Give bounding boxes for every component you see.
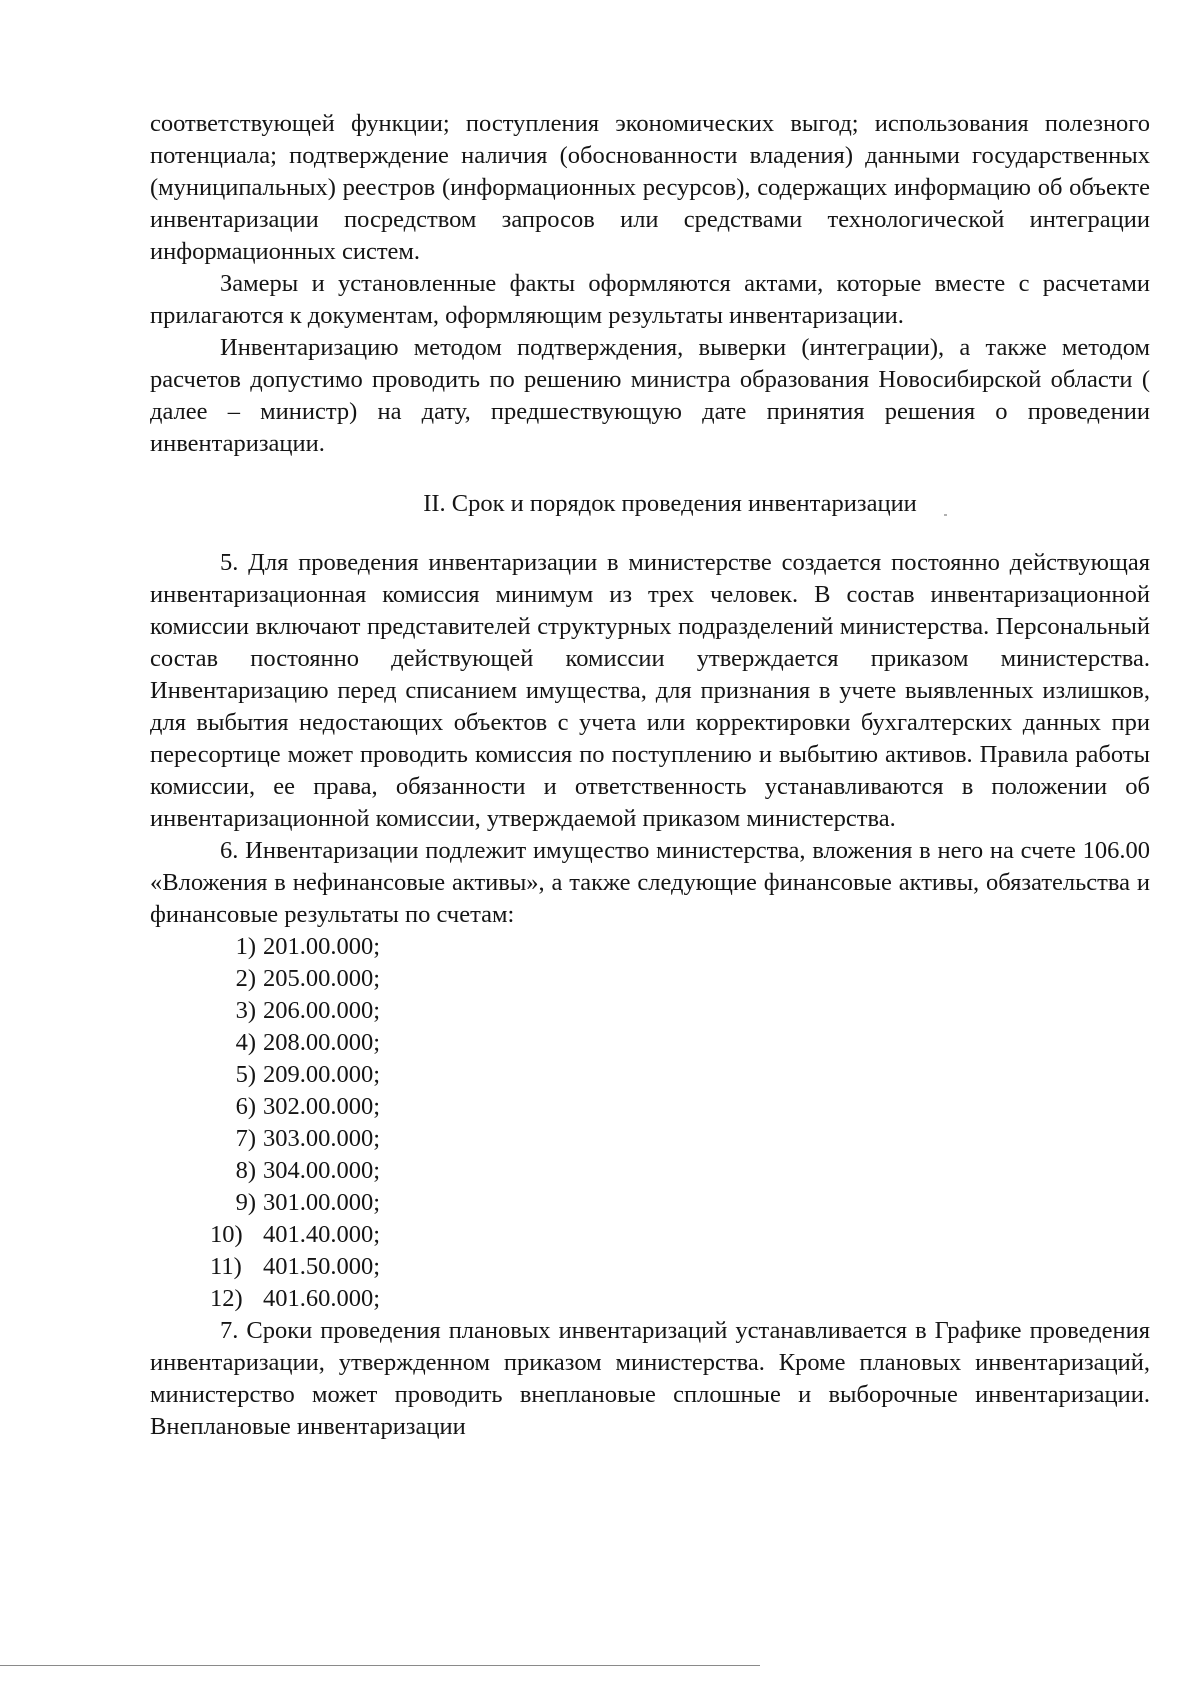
account-code: 301.00.000; xyxy=(263,1189,381,1216)
list-item-number: 2) xyxy=(235,965,256,992)
list-item xyxy=(210,1027,1150,1059)
list-item xyxy=(210,1187,1150,1219)
document-body xyxy=(150,108,1150,1443)
paragraph-methods: Инвентаризацию методом подтверждения, выверки (интеграции), а также методом расчетов допустимо проводить по решению министра образования Новосибирской области ( далее – министр) на дату, предшествующую дате принятия решения о проведении инвентаризации. xyxy=(150,334,1150,457)
paragraph-5: 5. Для проведения инвентаризации в министерстве создается постоянно действующая инвентаризационная комиссия минимум из трех человек. В состав инвентаризационной комиссии включают представителей структурных подразделений министерства. Персональный состав постоянно действующей комиссии утверждается приказом министерства. Инвентаризацию перед списанием имущества, для признания в учете выявленных излишков, для выбытия недостающих объектов с учета или корректировки бухгалтерских данных при пересортице может проводить комиссия по поступлению и выбытию активов. Правила работы комиссии, ее права, обязанности и ответственность устанавливаются в положении об инвентаризационной комиссии, утверждаемой приказом министерства. xyxy=(150,549,1150,832)
account-code: 401.60.000; xyxy=(263,1285,381,1312)
list-item-number: 1) xyxy=(235,933,256,960)
list-item xyxy=(210,995,1150,1027)
account-code: 303.00.000; xyxy=(263,1125,381,1152)
account-code: 401.50.000; xyxy=(263,1253,381,1280)
list-item xyxy=(210,1283,1150,1315)
account-code: 302.00.000; xyxy=(263,1093,381,1120)
paragraph-continuation: соответствующей функции; поступления экономических выгод; использования полезного потенциала; подтверждение наличия (обоснованности владения) данными государственных (муниципальных) реестров (информационных ресурсов), содержащих информацию об объекте инвентаризации посредством запросов или средствами технологической интеграции информационных систем. xyxy=(150,110,1150,265)
list-item-number: 5) xyxy=(235,1061,256,1088)
paragraph-6: 6. Инвентаризации подлежит имущество министерства, вложения в него на счете 106.00 «Вложения в нефинансовые активы», а также следующие финансовые активы, обязательства и финансовые результаты по счетам: xyxy=(150,837,1150,928)
list-item-number: 12) xyxy=(210,1285,243,1312)
list-item xyxy=(210,1123,1150,1155)
footer-divider xyxy=(0,1665,760,1666)
list-item xyxy=(210,1091,1150,1123)
account-code: 401.40.000; xyxy=(263,1221,381,1248)
account-code: 208.00.000; xyxy=(263,1029,381,1056)
list-item xyxy=(210,963,1150,995)
paragraph-measurements: Замеры и установленные факты оформляются актами, которые вместе с расчетами прилагаются к документам, оформляющим результаты инвентаризации. xyxy=(150,270,1150,329)
list-item-number: 7) xyxy=(235,1125,256,1152)
list-item xyxy=(210,1251,1150,1283)
accounts-list xyxy=(150,931,1150,1315)
list-item-number: 3) xyxy=(235,997,256,1024)
account-code: 209.00.000; xyxy=(263,1061,381,1088)
account-code: 201.00.000; xyxy=(263,933,381,960)
account-code: 206.00.000; xyxy=(263,997,381,1024)
list-item xyxy=(210,1059,1150,1091)
account-code: 304.00.000; xyxy=(263,1157,381,1184)
list-item xyxy=(210,1155,1150,1187)
list-item-number: 10) xyxy=(210,1221,243,1248)
paragraph-7: 7. Сроки проведения плановых инвентаризаций устанавливается в Графике проведения инвентаризации, утвержденном приказом министерства. Кроме плановых инвентаризаций, министерство может проводить внеплановые сплошные и выборочные инвентаризации. Внеплановые инвентаризации xyxy=(150,1317,1150,1440)
list-item xyxy=(210,1219,1150,1251)
account-code: 205.00.000; xyxy=(263,965,381,992)
list-item-number: 8) xyxy=(235,1157,256,1184)
list-item-number: 6) xyxy=(235,1093,256,1120)
list-item-number: 11) xyxy=(210,1253,242,1280)
list-item-number: 4) xyxy=(235,1029,256,1056)
section-heading: II. Срок и порядок проведения инвентаризации xyxy=(423,490,917,517)
list-item-number: 9) xyxy=(235,1189,256,1216)
list-item xyxy=(210,931,1150,963)
